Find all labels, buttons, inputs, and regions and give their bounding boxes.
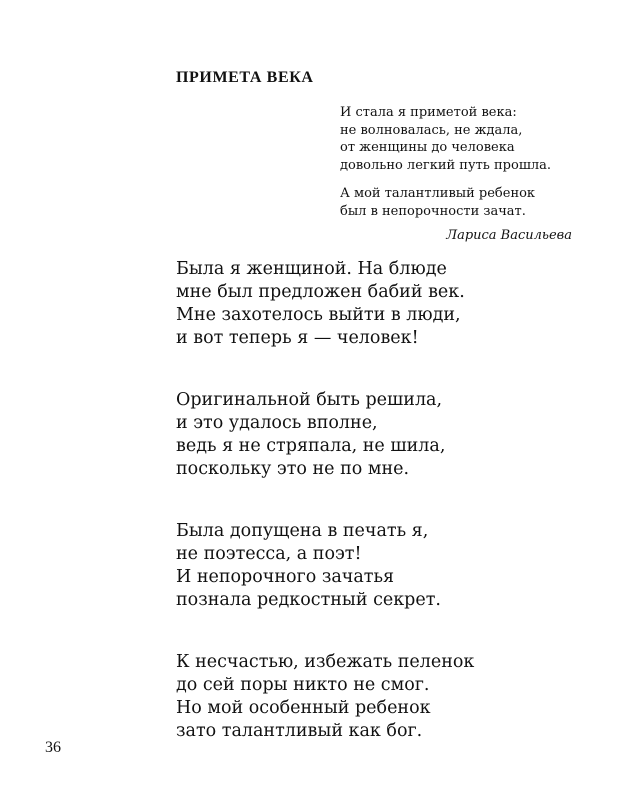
poem-body [176, 258, 496, 782]
poem-line: И непорочного зачатья [176, 567, 395, 587]
page-number: 36 [45, 739, 61, 756]
poem-line: и вот теперь я — человек! [176, 328, 419, 348]
epigraph-stanza [340, 104, 580, 174]
epigraph-line: был в непорочности зачат. [340, 203, 526, 219]
poem-stanza [176, 258, 496, 350]
epigraph-line: довольно легкий путь прошла. [340, 157, 552, 173]
poem-line: ведь я не стряпала, не шила, [176, 436, 446, 456]
epigraph-line: А мой талантливый ребенок [340, 186, 536, 201]
poem-stanza [176, 651, 496, 743]
poem-line: познала редкостный секрет. [176, 590, 441, 610]
epigraph-line: не волновалась, не ждала, [340, 122, 523, 138]
poem-line: до сей поры никто не смог. [176, 675, 430, 695]
epigraph-line: И стала я приметой века: [340, 105, 517, 120]
poem-stanza [176, 520, 496, 612]
poem-line: Оригинальной быть решила, [176, 390, 443, 410]
poem-line: Была я женщиной. На блюде [176, 259, 447, 279]
poem-line: Но мой особенный ребенок [176, 698, 431, 718]
poem-title: ПРИМЕТА ВЕКА [176, 69, 314, 86]
poem-line: поскольку это не по мне. [176, 459, 410, 479]
poem-line: К несчастью, избежать пеленок [176, 652, 475, 672]
poem-stanza [176, 389, 496, 481]
poem-line: не поэтесса, а поэт! [176, 544, 362, 564]
poem-line: Была допущена в печать я, [176, 521, 429, 541]
poem-line: зато талантливый как бог. [176, 721, 423, 741]
epigraph [340, 104, 580, 231]
epigraph-line: от женщины до человека [340, 140, 515, 155]
poem-line: Мне захотелось выйти в люди, [176, 305, 461, 325]
poem-line: и это удалось вполне, [176, 413, 378, 433]
epigraph-stanza [340, 185, 580, 220]
poem-line: мне был предложен бабий век. [176, 282, 465, 302]
epigraph-author: Лариса Васильева [446, 228, 572, 243]
